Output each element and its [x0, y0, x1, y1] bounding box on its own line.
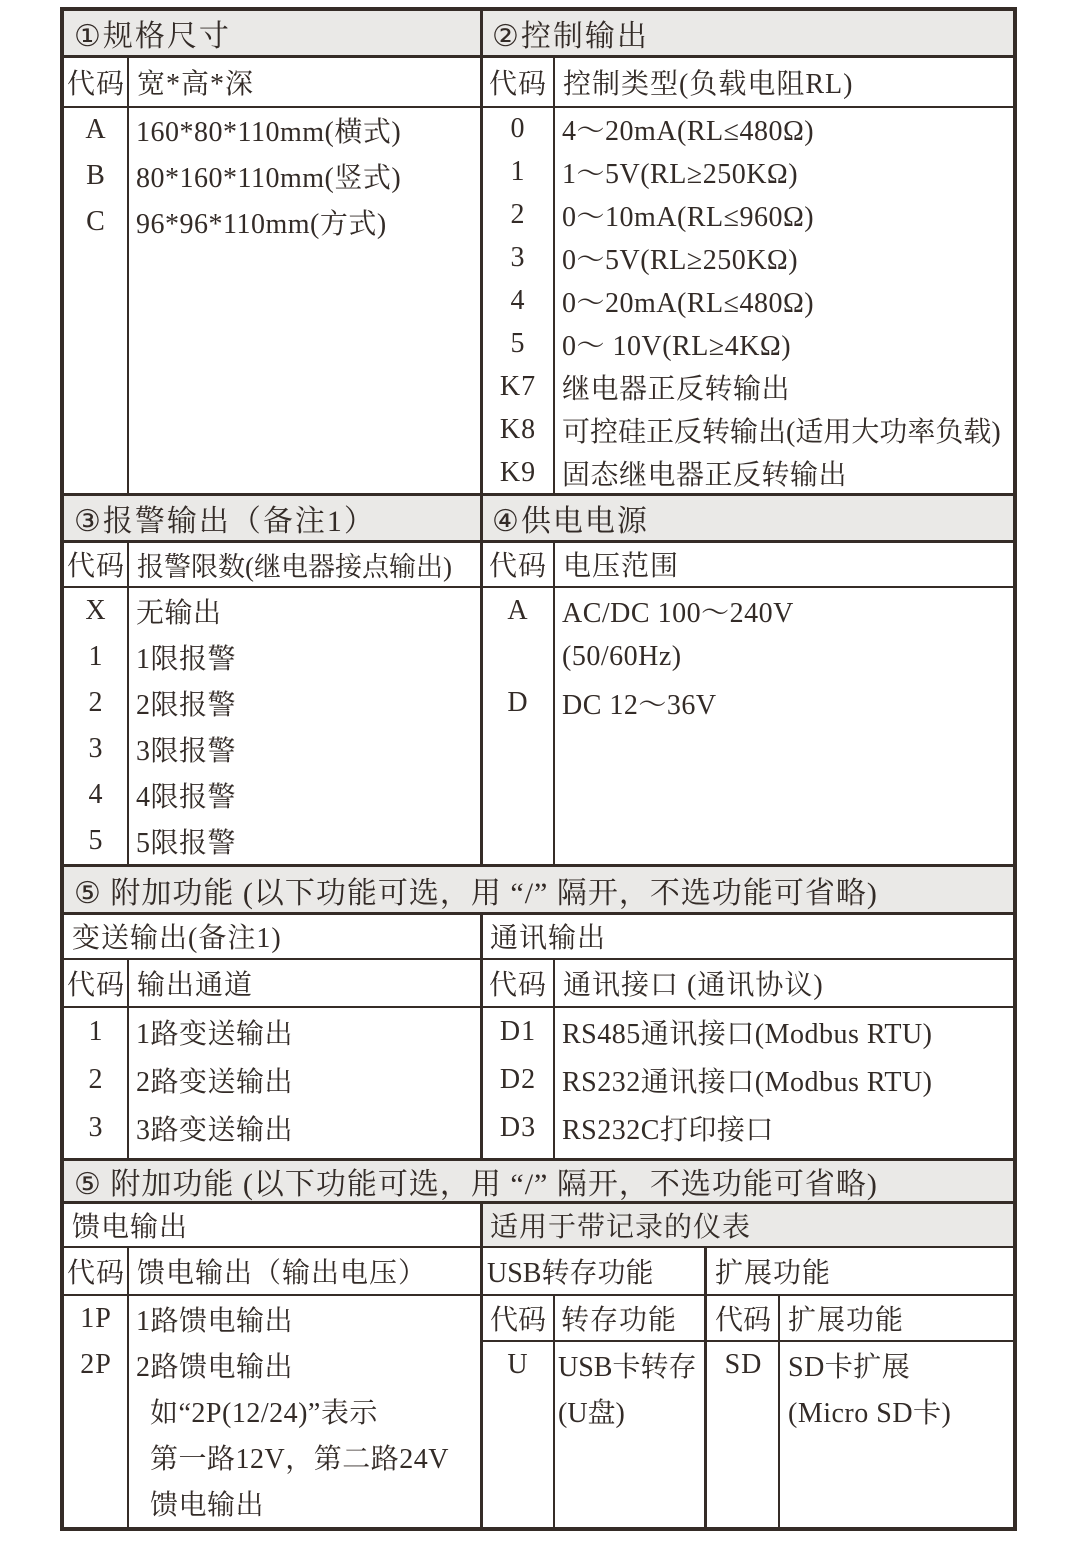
code-cell: 4 [510, 284, 526, 316]
desc-cell: 0～ 10V(RL≥4KΩ) [562, 330, 792, 362]
code-cell: 2 [88, 687, 104, 718]
table-row [64, 1388, 480, 1434]
sec5b-left-rows [64, 1296, 480, 1526]
table-row [482, 1008, 1013, 1056]
code-cell: 2 [510, 198, 526, 230]
code-cell: 3 [510, 241, 526, 273]
code-cell: 4 [88, 779, 104, 810]
code-cell: C [86, 206, 106, 237]
table-row [64, 680, 480, 726]
desc-cell: 1路变送输出 [136, 1019, 294, 1050]
code-cell: 3 [88, 733, 104, 764]
desc-cell: RS485通讯接口(Modbus RTU) [562, 1019, 933, 1050]
desc-cell: 可控硅正反转输出(适用大功率负载) [562, 416, 1001, 448]
code-cell: 1 [88, 1016, 104, 1047]
desc-cell: 80*160*110mm(竖式) [136, 163, 402, 194]
code-cell: 5 [510, 327, 526, 359]
table-row [64, 199, 480, 245]
table-row [64, 588, 480, 634]
desc-cell: 1限报警 [136, 644, 237, 675]
table-row [64, 1008, 480, 1056]
sec2-title: ②控制输出 [492, 20, 649, 53]
code-cell: B [86, 160, 106, 191]
table-row [482, 588, 1013, 634]
desc-cell: 馈电输出 [150, 1490, 265, 1521]
sec5a-right-col-desc: 通讯接口 (通讯协议) [563, 970, 824, 1001]
sec2-col-code: 代码 [488, 68, 547, 100]
code-cell: 2 [88, 1064, 104, 1095]
sec1-col-code: 代码 [66, 68, 125, 100]
sec5b-left-col-desc: 馈电输出（输出电压） [137, 1258, 428, 1289]
sec5b-ext-rows [707, 1342, 1013, 1434]
sec4-col-code: 代码 [488, 551, 547, 582]
desc-cell: 5限报警 [136, 828, 237, 859]
desc-cell: 无输出 [136, 598, 222, 629]
desc-cell: 96*96*110mm(方式) [136, 209, 387, 240]
table-row [64, 1480, 480, 1526]
desc-cell: 1路馈电输出 [136, 1306, 294, 1337]
desc-cell: DC 12～36V [562, 690, 717, 721]
desc-cell: 1～5V(RL≥250KΩ) [562, 158, 799, 190]
table-row [707, 1388, 1013, 1434]
sec3-col-desc: 报警限数(继电器接点输出) [137, 551, 452, 582]
code-cell: D [507, 687, 529, 718]
sec1-title: ①规格尺寸 [74, 20, 231, 53]
desc-cell: 固态继电器正反转输出 [562, 459, 848, 491]
desc-cell: 2限报警 [136, 690, 237, 721]
table-row [64, 818, 480, 864]
desc-cell: (U盘) [558, 1398, 625, 1429]
desc-cell: 如“2P(12/24)”表示 [150, 1398, 378, 1429]
sec4-rows [482, 588, 1013, 726]
table-row [482, 634, 1013, 680]
code-cell: U [507, 1349, 529, 1380]
table-row [482, 193, 1013, 236]
desc-cell: (Micro SD卡) [788, 1398, 952, 1429]
sec5b-ext-subtitle: 扩展功能 [715, 1258, 832, 1289]
desc-cell: 4限报警 [136, 782, 237, 813]
table-row [482, 365, 1013, 408]
ordering-code-table [60, 7, 1017, 1531]
table-row [482, 1056, 1013, 1104]
sec4-col-desc: 电压范围 [563, 551, 680, 582]
table-row [64, 726, 480, 772]
table-row [482, 236, 1013, 279]
sec5a-right-rows [482, 1008, 1013, 1152]
sec5a-left-col-desc: 输出通道 [137, 970, 254, 1001]
sec5b-ext-col-desc: 扩展功能 [788, 1305, 905, 1336]
desc-cell: 0～20mA(RL≤480Ω) [562, 287, 815, 319]
table-row [482, 1104, 1013, 1152]
code-cell: A [507, 595, 529, 626]
sec5b-right-subtitle: 适用于带记录的仪表 [490, 1211, 752, 1243]
code-cell: D1 [499, 1016, 537, 1047]
table-row [64, 1296, 480, 1342]
sec5a-title: ⑤ 附加功能 (以下功能可选，用 “/” 隔开，不选功能可省略) [74, 877, 878, 910]
desc-cell: 0～10mA(RL≤960Ω) [562, 201, 815, 233]
table-row [482, 279, 1013, 322]
table-row [64, 1056, 480, 1104]
table-row [64, 1342, 480, 1388]
desc-cell: 2路变送输出 [136, 1067, 294, 1098]
table-row [64, 1104, 480, 1152]
code-cell: K7 [499, 370, 537, 402]
sec3-col-code: 代码 [66, 551, 125, 582]
sec5a-left-col-code: 代码 [66, 970, 125, 1001]
sec1-col-desc: 宽*高*深 [137, 68, 255, 100]
code-cell: 1 [510, 155, 526, 187]
code-cell: D3 [499, 1112, 537, 1143]
sec5a-right-subtitle: 通讯输出 [490, 923, 607, 954]
code-cell: 0 [510, 112, 526, 144]
table-row [64, 634, 480, 680]
sec5a-left-subtitle: 变送输出(备注1) [72, 923, 282, 954]
table-row [64, 772, 480, 818]
code-cell: 2P [80, 1349, 112, 1380]
desc-cell: 160*80*110mm(横式) [136, 117, 402, 148]
sec5b-usb-rows [482, 1342, 704, 1434]
desc-cell: RS232C打印接口 [562, 1115, 774, 1146]
table-row [64, 153, 480, 199]
code-cell: D2 [499, 1064, 537, 1095]
sec5a-left-rows [64, 1008, 480, 1152]
sec2-col-desc: 控制类型(负载电阻RL) [563, 68, 854, 100]
desc-cell: (50/60Hz) [562, 641, 682, 672]
code-cell: A [85, 114, 107, 145]
code-cell: 5 [88, 825, 104, 856]
sec5b-left-subtitle: 馈电输出 [72, 1211, 189, 1243]
table-row [482, 451, 1013, 494]
code-cell: 1P [80, 1303, 112, 1334]
desc-cell: USB卡转存 [558, 1352, 697, 1383]
sec4-title: ④供电电源 [492, 505, 649, 538]
desc-cell: 0～5V(RL≥250KΩ) [562, 244, 799, 276]
sec3-title: ③报警输出（备注1） [74, 505, 376, 538]
desc-cell: 4～20mA(RL≤480Ω) [562, 115, 815, 147]
sec5b-ext-col-code: 代码 [714, 1305, 771, 1336]
sec3-rows [64, 588, 480, 864]
code-cell: SD [724, 1349, 763, 1380]
desc-cell: 2路馈电输出 [136, 1352, 294, 1383]
code-cell: K8 [499, 413, 537, 445]
sec5a-right-col-code: 代码 [488, 970, 547, 1001]
desc-cell: 3路变送输出 [136, 1115, 294, 1146]
table-row [64, 107, 480, 153]
sec5b-left-col-code: 代码 [66, 1258, 125, 1289]
code-cell: K9 [499, 456, 537, 488]
table-row [482, 1342, 704, 1388]
code-cell: 1 [88, 641, 104, 672]
table-row [482, 322, 1013, 365]
table-row [482, 1388, 704, 1434]
table-row [482, 107, 1013, 150]
table-row [482, 680, 1013, 726]
sec1-rows [64, 107, 480, 245]
code-cell: X [85, 595, 107, 626]
sec5b-usb-col-code: 代码 [489, 1305, 546, 1336]
table-row [707, 1342, 1013, 1388]
desc-cell: AC/DC 100～240V [562, 598, 794, 629]
desc-cell: 继电器正反转输出 [562, 373, 791, 405]
sec5b-usb-subtitle: USB转存功能 [487, 1258, 654, 1289]
divider [64, 864, 1013, 867]
table-row [482, 150, 1013, 193]
desc-cell: RS232通讯接口(Modbus RTU) [562, 1067, 933, 1098]
code-cell: 3 [88, 1112, 104, 1143]
table-row [482, 408, 1013, 451]
table-row [64, 1434, 480, 1480]
sec2-rows [482, 107, 1013, 494]
sec5b-title: ⑤ 附加功能 (以下功能可选，用 “/” 隔开，不选功能可省略) [74, 1167, 878, 1201]
desc-cell: SD卡扩展 [788, 1352, 911, 1383]
desc-cell: 第一路12V，第二路24V [150, 1444, 449, 1475]
sec5b-usb-col-desc: 转存功能 [561, 1305, 678, 1336]
desc-cell: 3限报警 [136, 736, 237, 767]
